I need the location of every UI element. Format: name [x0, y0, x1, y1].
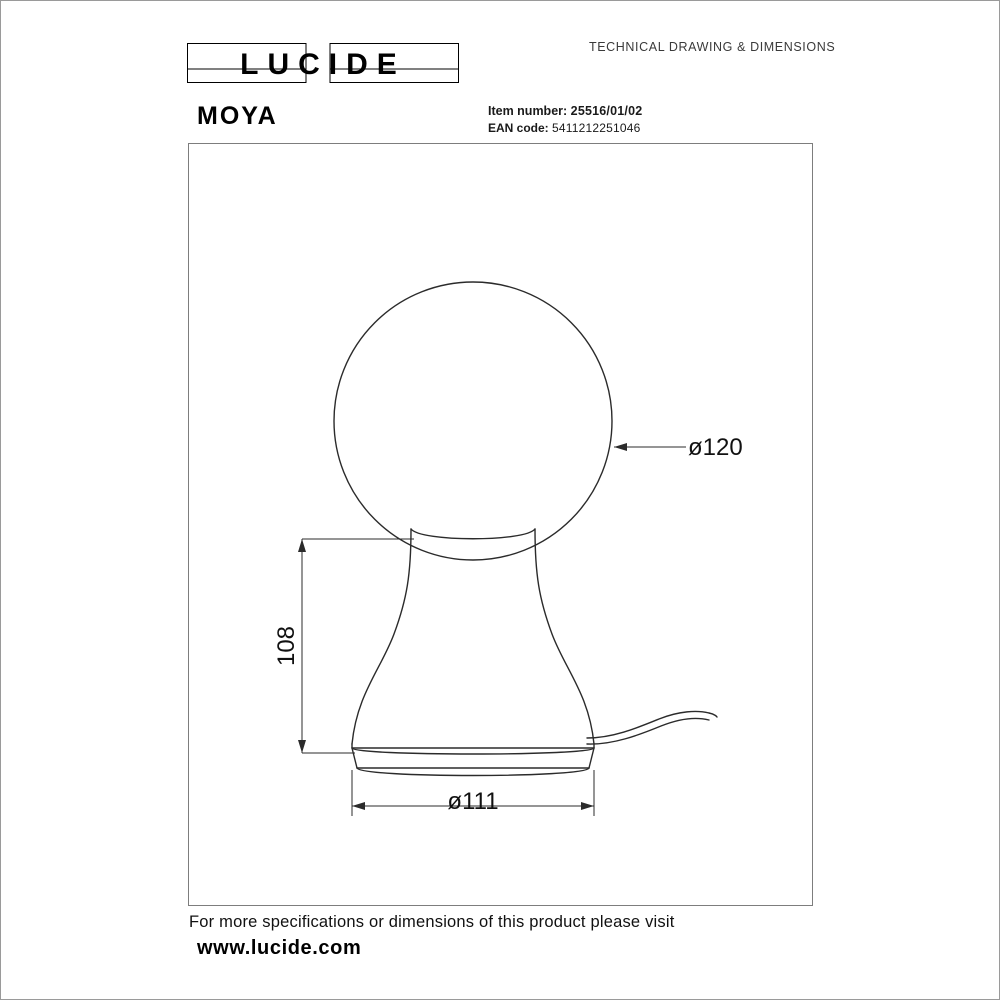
item-number-value: 25516/01/02: [570, 104, 643, 118]
page-title: MOYA: [197, 102, 278, 130]
skirt-bottom-ellipse: [357, 768, 589, 776]
power-cable: [587, 711, 709, 738]
lamp-drawing-svg: [189, 144, 812, 905]
skirt-left: [352, 748, 357, 768]
technical-drawing-caption: TECHNICAL DRAWING & DIMENSIONS: [589, 40, 836, 54]
ean-code: [488, 121, 641, 135]
height-arrow-bottom: [298, 740, 306, 753]
lucide-logo: [187, 43, 459, 83]
ean-code-value: 5411212251046: [552, 121, 641, 135]
ean-code-label: EAN code:: [488, 121, 549, 135]
svg-text:LUCIDE: LUCIDE: [240, 48, 406, 81]
height-arrow-top: [298, 539, 306, 552]
globe-leader-arrow: [614, 443, 627, 451]
footer-website[interactable]: www.lucide.com: [197, 937, 362, 959]
base-arrow-left: [352, 802, 365, 810]
globe-outline: [334, 282, 612, 560]
power-cable-2: [587, 718, 709, 744]
dim-base-diameter-label: ø111: [447, 788, 499, 815]
neck-ellipse: [411, 529, 535, 539]
body-left-profile: [352, 529, 411, 744]
footer-text: For more specifications or dimensions of this product please visit: [189, 913, 675, 931]
cable-end: [709, 713, 717, 717]
body-right-profile: [535, 529, 594, 744]
dim-height-label: 108: [273, 625, 300, 667]
technical-drawing: [188, 143, 813, 906]
base-top-ellipse: [352, 748, 594, 754]
item-number: [488, 104, 642, 118]
base-arrow-right: [581, 802, 594, 810]
item-number-label: Item number:: [488, 104, 568, 118]
dim-globe-diameter-label: ø120: [688, 434, 743, 461]
skirt-right: [589, 748, 594, 768]
